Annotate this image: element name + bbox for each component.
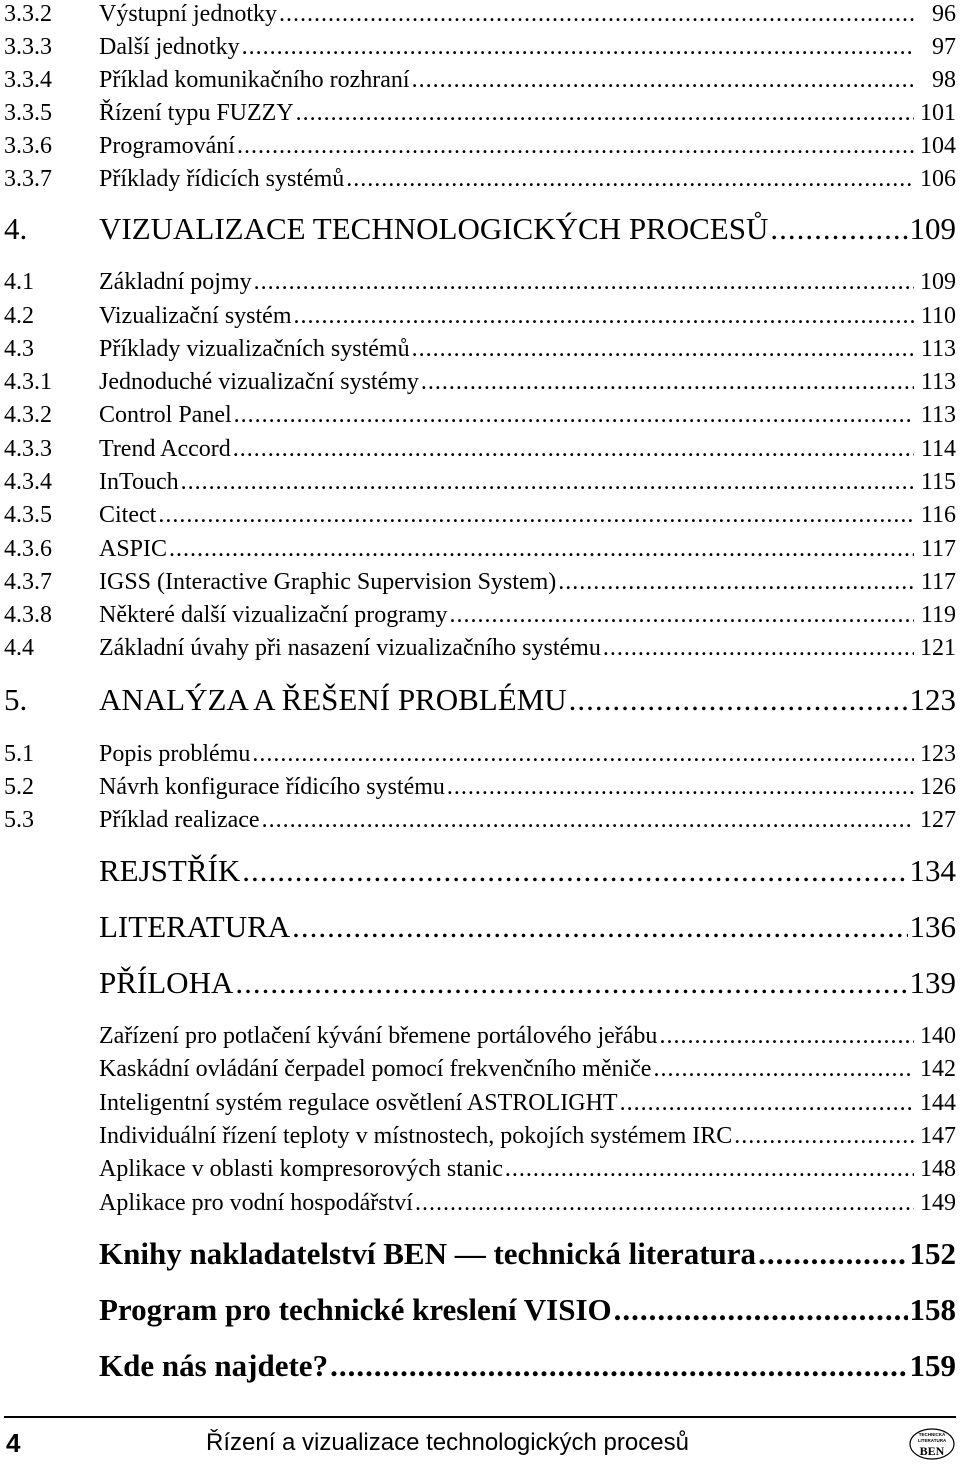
- toc-leader: [620, 1089, 914, 1117]
- toc-number: 4.3.1: [4, 369, 52, 395]
- toc-page: 117: [920, 569, 956, 595]
- ben-logo-icon: [908, 1426, 956, 1462]
- toc-entry[interactable]: [0, 302, 960, 330]
- toc-page: 117: [920, 536, 956, 562]
- toc-page: 159: [909, 1348, 956, 1383]
- toc-leader: [242, 853, 907, 889]
- toc-chapter[interactable]: [0, 211, 960, 247]
- toc-leader: [770, 211, 907, 247]
- toc-title: Příklady řídicích systémů: [99, 166, 345, 192]
- toc-title: Control Panel: [99, 402, 232, 428]
- toc-page: 123: [920, 741, 956, 767]
- toc-chapter[interactable]: [0, 1236, 960, 1272]
- toc-leader: [614, 1292, 908, 1328]
- toc-leader: [659, 1022, 914, 1050]
- toc-number: 3.3.6: [4, 133, 52, 159]
- toc-entry[interactable]: [0, 165, 960, 193]
- toc-leader: [235, 965, 907, 1001]
- toc-entry[interactable]: [0, 806, 960, 834]
- toc-leader: [233, 435, 914, 463]
- toc-entry[interactable]: [0, 1089, 960, 1117]
- toc-page: 126: [920, 774, 956, 800]
- toc-entry[interactable]: [0, 368, 960, 396]
- toc-number: 4.3.6: [4, 536, 52, 562]
- toc-page: 144: [920, 1090, 956, 1116]
- toc-entry[interactable]: [0, 740, 960, 768]
- toc-page: 113: [920, 402, 956, 428]
- toc-leader: [181, 468, 914, 496]
- toc-leader: [346, 165, 914, 193]
- toc-number: 3.3.5: [4, 100, 52, 126]
- toc-leader: [242, 33, 914, 61]
- toc-title: Programování: [99, 133, 235, 159]
- toc-entry[interactable]: [0, 535, 960, 563]
- toc-leader: [237, 132, 914, 160]
- toc-leader: [603, 634, 914, 662]
- toc-page: 142: [920, 1056, 956, 1082]
- toc-title: IGSS (Interactive Graphic Supervision System): [99, 569, 557, 595]
- toc-number: 4.4: [4, 635, 34, 661]
- toc-leader: [330, 1348, 907, 1384]
- toc-entry[interactable]: [0, 1122, 960, 1150]
- toc-leader: [279, 0, 914, 28]
- page-footer: [0, 1424, 960, 1464]
- toc-chapter[interactable]: [0, 1292, 960, 1328]
- logo-text-bottom: LITERATURA: [917, 1438, 947, 1443]
- toc-entry[interactable]: [0, 401, 960, 429]
- toc-leader: [234, 401, 914, 429]
- toc-entry[interactable]: [0, 1055, 960, 1083]
- toc-entry[interactable]: [0, 268, 960, 296]
- toc-page: 134: [909, 853, 956, 888]
- toc-chapter-title: VIZUALIZACE TECHNOLOGICKÝCH PROCESŮ: [99, 211, 769, 246]
- toc-entry[interactable]: [0, 132, 960, 160]
- toc-page: 121: [920, 635, 956, 661]
- toc-leader: [447, 773, 914, 801]
- toc-number: 4.3.4: [4, 469, 52, 495]
- toc-chapter-title: REJSTŘÍK: [99, 853, 241, 888]
- toc-leader: [450, 601, 914, 629]
- toc-leader: [412, 66, 914, 94]
- toc-number: 4.3.7: [4, 569, 52, 595]
- toc-entry[interactable]: [0, 501, 960, 529]
- toc-page: 115: [920, 469, 956, 495]
- toc-chapter-number: 5.: [4, 682, 28, 717]
- toc-number: 5.2: [4, 774, 34, 800]
- toc-chapter[interactable]: [0, 909, 960, 945]
- toc-page: 116: [920, 502, 956, 528]
- toc-title: Trend Accord: [99, 436, 231, 462]
- toc-title: Řízení typu FUZZY: [99, 100, 294, 126]
- toc-title: Individuální řízení teploty v místnostech, pokojích systémem IRC: [99, 1123, 733, 1149]
- toc-page: 113: [920, 369, 956, 395]
- toc-number: 4.3.5: [4, 502, 52, 528]
- toc-title: Vizualizační systém: [99, 303, 292, 329]
- toc-title: Citect: [99, 502, 157, 528]
- toc-chapter[interactable]: [0, 965, 960, 1001]
- toc-leader: [421, 368, 914, 396]
- toc-leader: [252, 740, 914, 768]
- toc-entry[interactable]: [0, 634, 960, 662]
- toc-page: 96: [932, 1, 956, 27]
- toc-page: 109: [909, 211, 956, 246]
- toc-leader: [412, 335, 914, 363]
- toc-chapter-title: Program pro technické kreslení VISIO: [99, 1292, 612, 1327]
- toc-page: 139: [909, 965, 956, 1000]
- toc-chapter-number: 4.: [4, 211, 28, 246]
- toc-title: Kaskádní ovládání čerpadel pomocí frekvenčního měniče: [99, 1056, 652, 1082]
- toc-number: 4.3: [4, 336, 34, 362]
- toc-page: 147: [920, 1123, 956, 1149]
- toc-leader: [653, 1055, 914, 1083]
- toc-title: Některé další vizualizační programy: [99, 602, 448, 628]
- toc-page: 106: [920, 166, 956, 192]
- toc-number: 4.2: [4, 303, 34, 329]
- toc-page: 152: [909, 1236, 956, 1271]
- toc-leader: [294, 302, 915, 330]
- toc-entry[interactable]: [0, 1155, 960, 1183]
- toc-chapter-title: Knihy nakladatelství BEN — technická literatura: [99, 1236, 757, 1271]
- toc-page: 136: [909, 909, 956, 944]
- logo-name: BEN: [919, 1444, 945, 1458]
- toc-number: 4.3.3: [4, 436, 52, 462]
- toc-page: 114: [920, 436, 956, 462]
- toc-title: InTouch: [99, 469, 179, 495]
- toc-title: Výstupní jednotky: [99, 1, 277, 27]
- toc-title: Další jednotky: [99, 34, 240, 60]
- toc-chapter[interactable]: [0, 1348, 960, 1384]
- toc-entry[interactable]: [0, 33, 960, 61]
- toc-title: Aplikace v oblasti kompresorových stanic: [99, 1156, 503, 1182]
- toc-page: 101: [920, 100, 956, 126]
- toc-leader: [254, 268, 914, 296]
- toc-page: 123: [909, 682, 956, 717]
- toc-leader: [296, 99, 914, 127]
- toc-page: 148: [920, 1156, 956, 1182]
- running-title: Řízení a vizualizace technologických procesů: [206, 1429, 689, 1456]
- page-number: 4: [6, 1428, 21, 1458]
- toc-page: 104: [920, 133, 956, 159]
- toc-leader: [758, 1236, 907, 1272]
- toc-number: 4.3.2: [4, 402, 52, 428]
- toc-entry[interactable]: [0, 601, 960, 629]
- toc-leader: [415, 1189, 914, 1217]
- toc-entry[interactable]: [0, 99, 960, 127]
- toc-page: 110: [920, 303, 956, 329]
- toc-entry[interactable]: [0, 468, 960, 496]
- toc-page: 98: [932, 67, 956, 93]
- toc-leader: [262, 806, 914, 834]
- toc-entry[interactable]: [0, 0, 960, 28]
- toc-page: 109: [920, 269, 956, 295]
- toc-leader: [158, 501, 914, 529]
- toc-title: Příklad komunikačního rozhraní: [99, 67, 410, 93]
- toc-title: ASPIC: [99, 536, 168, 562]
- toc-entry[interactable]: [0, 568, 960, 596]
- toc-entry[interactable]: [0, 435, 960, 463]
- toc-number: 3.3.4: [4, 67, 52, 93]
- toc-leader: [569, 682, 908, 718]
- toc-chapter-title: Kde nás najdete?: [99, 1348, 329, 1383]
- toc-number: 3.3.7: [4, 166, 52, 192]
- toc-entry[interactable]: [0, 66, 960, 94]
- toc-leader: [505, 1155, 914, 1183]
- toc-title: Aplikace pro vodní hospodářství: [99, 1190, 413, 1216]
- toc-number: 4.1: [4, 269, 34, 295]
- toc-entry[interactable]: [0, 1022, 960, 1050]
- toc-title: Příklady vizualizačních systémů: [99, 336, 410, 362]
- toc-page: 127: [920, 807, 956, 833]
- toc-chapter[interactable]: [0, 682, 960, 718]
- toc-title: Zařízení pro potlačení kývání břemene portálového jeřábu: [99, 1023, 658, 1049]
- toc-entry[interactable]: [0, 773, 960, 801]
- footer-rule: [4, 1416, 956, 1418]
- toc-leader: [169, 535, 914, 563]
- logo-text-top: TECHNICKÁ: [918, 1432, 946, 1437]
- toc-number: 4.3.8: [4, 602, 52, 628]
- toc-entry[interactable]: [0, 335, 960, 363]
- toc-title: Popis problému: [99, 741, 251, 767]
- toc-title: Základní úvahy při nasazení vizualizačního systému: [99, 635, 601, 661]
- toc-leader: [734, 1122, 914, 1150]
- toc-entry[interactable]: [0, 1189, 960, 1217]
- toc-title: Příklad realizace: [99, 807, 260, 833]
- toc-page: 113: [920, 336, 956, 362]
- toc-number: 5.1: [4, 741, 34, 767]
- toc-number: 5.3: [4, 807, 34, 833]
- toc-title: Jednoduché vizualizační systémy: [99, 369, 419, 395]
- toc-leader: [558, 568, 914, 596]
- toc-number: 3.3.2: [4, 1, 52, 27]
- toc-title: Návrh konfigurace řídicího systému: [99, 774, 445, 800]
- toc-page: 149: [920, 1190, 956, 1216]
- toc-chapter-title: ANALÝZA A ŘEŠENÍ PROBLÉMU: [99, 682, 567, 717]
- toc-chapter-title: PŘÍLOHA: [99, 965, 234, 1000]
- toc-page: 119: [920, 602, 956, 628]
- toc-page: 140: [920, 1023, 956, 1049]
- toc-title: Základní pojmy: [99, 269, 252, 295]
- toc-page: 97: [932, 34, 956, 60]
- toc-chapter[interactable]: [0, 853, 960, 889]
- toc-title: Inteligentní systém regulace osvětlení ASTROLIGHT: [99, 1090, 618, 1116]
- toc-number: 3.3.3: [4, 34, 52, 60]
- toc-leader: [292, 909, 907, 945]
- toc-chapter-title: LITERATURA: [99, 909, 291, 944]
- toc-page: 158: [909, 1292, 956, 1327]
